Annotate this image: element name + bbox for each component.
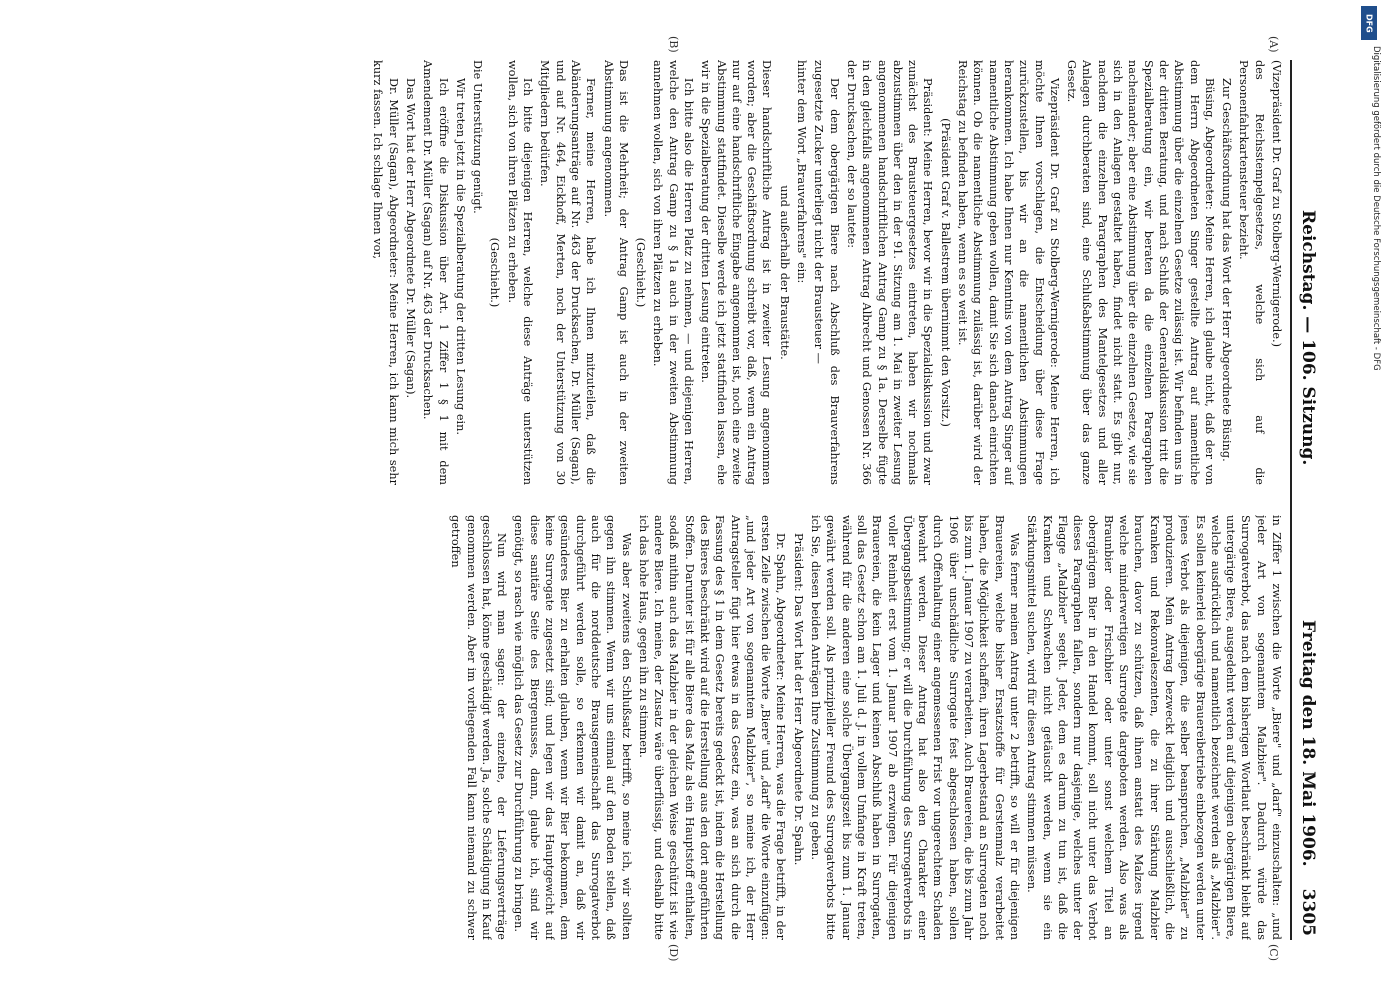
dfg-logo: DFG: [1361, 6, 1377, 40]
right-column: [90, 515, 1284, 940]
paragraph: Das ist die Mehrheit; der Antrag Gamp ist auch in der zweiten Abstimmung angenommen.: [601, 60, 630, 485]
margin-mark-c: (C): [1267, 944, 1280, 961]
paragraph: (Präsident Graf v. Ballestrem übernimmt den Vorsitz.): [938, 118, 952, 427]
paragraph: in Ziffer 1 zwischen die Worte „Biere" und „darf" einzuschalten: „und jeder Art von sogenanntem Malzbier". Dadurch würde das Surrogatverbot, das nach dem bisherigen Wortlaut beschränkt bleibt auf untergärige Biere, ausgedehnt werden auf diejenigen obergärigen Biere, welche ausdrücklich und namentlich bezeichnet werden als „Malzbier". Es sollen keinerlei obergärige Brauereibetriebe einbezogen werden unter jenes Verbot als diejenigen, die selber beanspruchen, „Malzbier" zu produzieren. Mein Antrag bezweckt lediglich und ausschließlich, die Kranken und Rekonvaleszenten, die zu ihrer Stärkung Malzbier brauchen, davor zu schützen, daß ihnen anstatt des Malzes irgend welche minderwertigen Surrogate dargeboten werden. Also was als Braunbier oder Frischbier oder unter sonst welchem Titel an obergärigem Bier in den Handel kommt, soll nicht unter das Verbot dieses Paragraphen fallen, sondern nur dasjenige, welches unter der Flagge „Malzbier" segelt. Jeder, dem es darum zu tun ist, daß die Kranken und Schwachen nicht getäuscht werden, wenn sie ein Stärkungsmittel suchen, wird für diesen Antrag stimmen müssen.: [1025, 515, 1283, 940]
paragraph: Der dem obergärigen Biere nach Abschluß des Brauverfahrens zugesetzte Zucker unterliegt nicht der Brausteuer —: [812, 60, 841, 485]
paragraph: (Vizepräsident Dr. Graf zu Stolberg-Wernigerode.): [1270, 60, 1283, 348]
paragraph: Dr. Müller (Sagan), Abgeordneter: Meine Herren, ich kann mich sehr kurz fassen. Ich schlage Ihnen vor,: [371, 60, 400, 485]
rotated-page: [80, 36, 1320, 962]
paragraph: Nun wird man sagen: der einzelne, der Lieferungsverträge geschlossen hat, könne geschädigt werden. Ja, solche Schädigung in Kauf genommen werden. Aber im vorliegenden Fall kann niemand zu schwer getroffen: [449, 515, 509, 940]
paragraph: Zur Geschäftsordnung hat das Wort der Herr Abgeordnete Büsing.: [1220, 78, 1234, 462]
paragraph: Präsident: Das Wort hat der Herr Abgeordnete Dr. Spahn.: [791, 533, 805, 866]
paragraph: Ich bitte also die Herren Platz zu nehmen, — und diejenigen Herren, welche den Antrag Gamp zu § 1a auch in der zweiten Abstimmung annehmen wollen, sich von ihren Plätzen zu erheben.: [651, 60, 696, 485]
margin-mark-d: (D): [667, 944, 680, 962]
paragraph: und außerhalb der Braustätte.: [777, 185, 791, 360]
paragraph: Ich bitte diejenigen Herren, welche diese Anträge unterstützen wollen, sich von ihren Plätzen zu erheben.: [505, 60, 535, 485]
digitization-note: Digitalisierung gefördert durch die Deutsche Forschungsgemeinschaft - DFG: [1371, 46, 1381, 371]
header-session: Reichstag. — 106. Sitzung.: [1298, 210, 1318, 466]
paragraph: hinter dem Wort „Brauverfahrens" ein:: [795, 60, 809, 284]
header-date: Freitag den 18. Mai 1906.: [1298, 620, 1318, 867]
paragraph: Dieser handschriftliche Antrag ist in zweiter Lesung angenommen worden; aber die Geschäftsordnung schreibt vor, daß, wenn ein Antrag nur auf eine handschriftliche Eingabe angenommen ist, noch eine zweite Abstimmung stattfindet. Dieselbe werde ich jetzt stattfinden lassen, ehe wir in die Spezialberatung der dritten Lesung eintreten.: [699, 60, 774, 485]
paragraph: Die Unterstützung genügt.: [471, 60, 485, 214]
paragraph: Ich eröffne die Diskussion über Art. 1 Ziffer 1 § 1 mit dem Amendement Dr. Müller (Sagan) auf Nr. 463 der Drucksachen.: [421, 60, 450, 485]
paragraph: Dr. Spahn, Abgeordneter: Meine Herren, was die Frage betrifft, in der ersten Zeile zwischen die Worte „Biere" und „darf" die Worte einzufügen: „und jeder Art von sogenanntem Malzbier", so meine ich, der Herr Antragsteller fügt hier etwas in das Gesetz ein, was an sich durch die Fassung des § 1 in dem Gesetz bereits gedeckt ist, indem die Herstellung des Bieres beschränkt wird auf die Herstellung aus den dort angeführten Stoffen. Darunter ist für alle Biere das Malz als ein Hauptstoff enthalten, sodaß mithin auch das Malzbier in der gleichen Weise geschützt ist wie andere Biere. Ich meine, der Zusatz wäre überflüssig, und deshalb bitte ich das hohe Haus, gegen ihn zu stimmen.: [636, 515, 788, 940]
paragraph: (Geschieht.): [634, 237, 648, 308]
margin-mark-a: (A): [1267, 36, 1280, 53]
paragraph: Was aber zweitens den Schlußsatz betrifft, so meine ich, wir sollten gegen ihn stimmen. Wenn wir uns einmal auf den Boden stellen, daß auch für die norddeutsche Brausgemeinschaft das Surrogatverbot durchgeführt werden solle, so erkennen wir damit an, daß wir gesünderes Bier zu erhalten glauben, wenn wir Bier bekommen, dem keine Surrogate zugesetzt sind; und legen wir das Hauptgewicht auf diese sanitäre Seite des Biergenusses, dann, glaube ich, sind wir genötigt, so rasch wie möglich das Gesetz zur Durchführung zu bringen.: [512, 515, 633, 940]
left-column: [90, 60, 1284, 485]
page-header: [1290, 60, 1320, 940]
margin-mark-b: (B): [667, 36, 680, 53]
paragraph: Wir treten jetzt in die Spezialberatung der dritten Lesung ein.: [453, 78, 467, 435]
paragraph: Vizepräsident Dr. Graf zu Stolberg-Wernigerode: Meine Herren, ich möchte Ihnen vorschlagen, die Entscheidung über diese Frage zurückzustellen, bis wir an die namentlichen Abstimmungen herankommen. Ich habe Ihnen nur Kenntnis von dem Antrag Singer auf namentliche Abstimmung geben wollen, damit Sie sich danach einrichten können. Ob die namentliche Abstimmung zulässig ist, darüber wird der Reichstag zu befinden haben, wenn es so weit ist.: [956, 60, 1061, 485]
paragraph: Was ferner meinen Antrag unter 2 betrifft, so will er für diejenigen Brauereien, welche bisher Ersatzstoffe für Gerstenmalz verarbeitet haben, die Möglichkeit schaffen, ihren Lagerbestand an Surrogaten noch bis zum 1. Januar 1907 zu verarbeiten. Auch Brauereien, die bis zum Jahr 1906 über unschädliche Surrogate fest abgeschlossen haben, sollen durch Offenhaltung einer angemessenen Frist vor ungerechtem Schaden bewahrt werden. Dieser Antrag hat also den Charakter einer Übergangsbestimmung; er will die Durchführung des Surrogatverbots in voller Reinheit erst vom 1. Januar 1907 ab erzwingen. Für diejenigen Brauereien, die kein Lager und keinen Abschluß haben in Surrogaten, soll das Gesetz schon am 1. Juli d. J. in vollem Umfange in Kraft treten, während für die anderen eine solche Übergangszeit bis zum 1. Januar gewährt werden soll. Als prinzipieller Freund des Surrogatverbots bitte ich Sie, diesen beiden Anträgen Ihre Zustimmung zu geben.: [809, 515, 1021, 940]
paragraph: (Geschieht.): [488, 237, 502, 308]
paragraph: Das Wort hat der Herr Abgeordnete Dr. Müller (Sagan).: [403, 78, 417, 399]
paragraph: Büsing, Abgeordneter: Meine Herren, ich glaube nicht, daß der von dem Herrn Abgeordneten Singer gestellte Antrag auf namentliche Abstimmung über die einzelnen Gesetze zulässig ist. Wir befinden uns in der dritten Beratung, und nach Schluß der Generaldiskussion tritt die Spezialberatung ein, wir beraten da die einzelnen Paragraphen nacheinander; aber eine Abstimmung über die einzelnen Gesetze, wie sie sich in den Anlagen gestaltet haben, findet nicht statt. Es gibt nur, nachdem die einzelnen Paragraphen des Mantelgesetzes und aller Anlagen durchberaten sind, eine Schlußabstimmung über das ganze Gesetz.: [1065, 60, 1216, 485]
paragraph: des Reichsstempelgesetzes, welche sich auf die Personenfahrkartensteuer bezieht.: [1237, 60, 1266, 485]
paragraph: Präsident: Meine Herren, bevor wir in die Spezialdiskussion und zwar zunächst des Brausteuergesetzes eintreten, haben wir nochmals abzustimmen über den in der 91. Sitzung am 1. Mai in zweiter Lesung angenommenen handschriftlichen Antrag Gamp zu § 1a. Derselbe fügte in den gleichfalls angenommenen Antrag Albrecht und Genossen Nr. 366 der Drucksachen, der so lautete:: [844, 60, 935, 485]
page-number: 3305: [1298, 888, 1318, 936]
paragraph: Ferner, meine Herren, habe ich Ihnen mitzuteilen, daß die Abänderungsanträge auf Nr. 463 der Drucksachen, Dr. Müller (Sagan), und auf Nr. 464, Eickhoff, Merten, noch der Unterstützung von 30 Mitgliedern bedürfen.: [538, 60, 598, 485]
